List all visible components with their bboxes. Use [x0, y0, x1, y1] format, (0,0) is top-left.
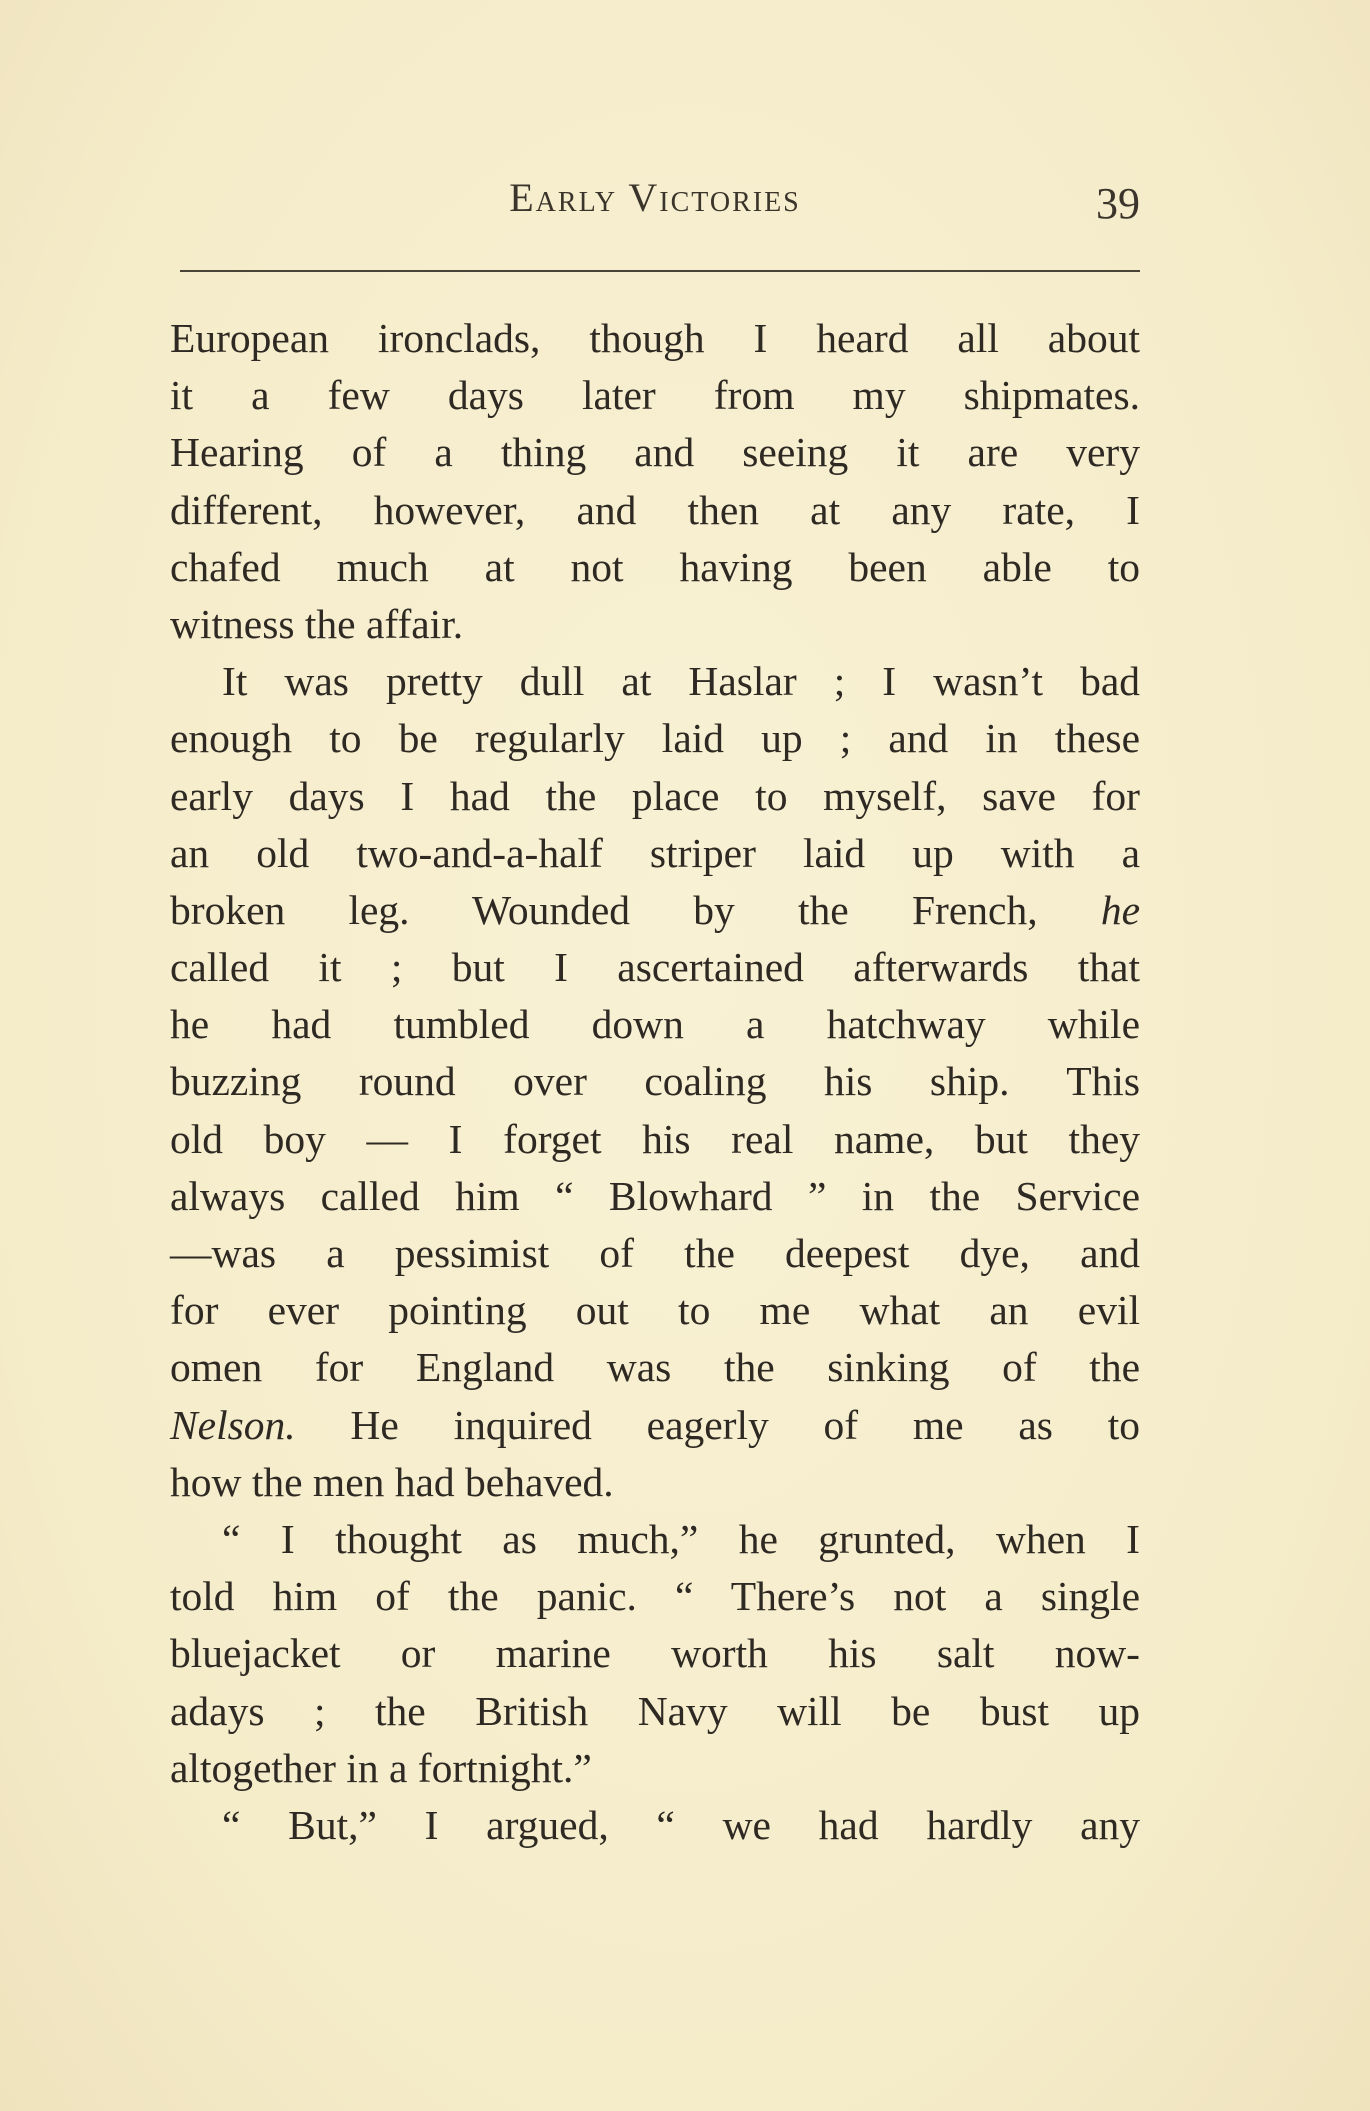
text-line: omen for England was the sinking of the: [170, 1344, 1140, 1391]
text-line: an old two-and-a-half striper laid up with a: [170, 829, 1140, 876]
text-line: adays ; the British Navy will be bust up: [170, 1687, 1140, 1734]
text-line: always called him “ Blowhard ” in the Service: [170, 1172, 1140, 1219]
running-head: [170, 168, 1140, 228]
text-line: It was pretty dull at Haslar ; I wasn’t bad: [222, 658, 1140, 705]
text-line-nelson: [170, 1397, 1140, 1454]
text-line: witness the affair.: [170, 600, 464, 647]
text-line: “ But,” I argued, “ we had hardly any: [222, 1801, 1140, 1848]
text-line: it a few days later from my shipmates.: [170, 372, 1140, 419]
text-line: enough to be regularly laid up ; and in these: [170, 715, 1140, 762]
text-line: how the men had behaved.: [170, 1458, 614, 1505]
text-line: buzzing round over coaling his ship. This: [170, 1058, 1140, 1105]
text-line: called it ; but I ascertained afterwards that: [170, 944, 1140, 991]
page-number: 39: [1096, 179, 1140, 228]
text-line: —was a pessimist of the deepest dye, and: [170, 1230, 1140, 1276]
text-line: different, however, and then at any rate, I: [170, 486, 1140, 533]
text-line: for ever pointing out to me what an evil: [170, 1287, 1140, 1334]
text-line: European ironclads, though I heard all about: [170, 315, 1140, 361]
text-line-part: He inquired eagerly of me as to: [295, 1401, 1140, 1448]
italic-he: he: [1100, 886, 1140, 933]
text-line-broken-leg: [170, 882, 1140, 939]
text-line: bluejacket or marine worth his salt now-: [170, 1630, 1140, 1677]
text-line: he had tumbled down a hatchway while: [170, 1001, 1140, 1048]
running-title: Early Victories: [509, 175, 801, 220]
text-line: altogether in a fortnight.”: [170, 1744, 592, 1791]
text-line: old boy — I forget his real name, but they: [170, 1115, 1140, 1162]
header-rule: [180, 270, 1140, 272]
text-line: chafed much at not having been able to: [170, 543, 1140, 590]
text-line: early days I had the place to myself, save for: [170, 772, 1140, 819]
body-text: [170, 310, 1140, 1854]
text-line: Hearing of a thing and seeing it are very: [170, 429, 1140, 476]
text-line: “ I thought as much,” he grunted, when I: [222, 1515, 1140, 1562]
italic-nelson: Nelson.: [170, 1401, 296, 1448]
text-line-part: broken leg. Wounded by the French,: [170, 886, 1101, 933]
text-line: told him of the panic. “ There’s not a single: [170, 1573, 1140, 1620]
